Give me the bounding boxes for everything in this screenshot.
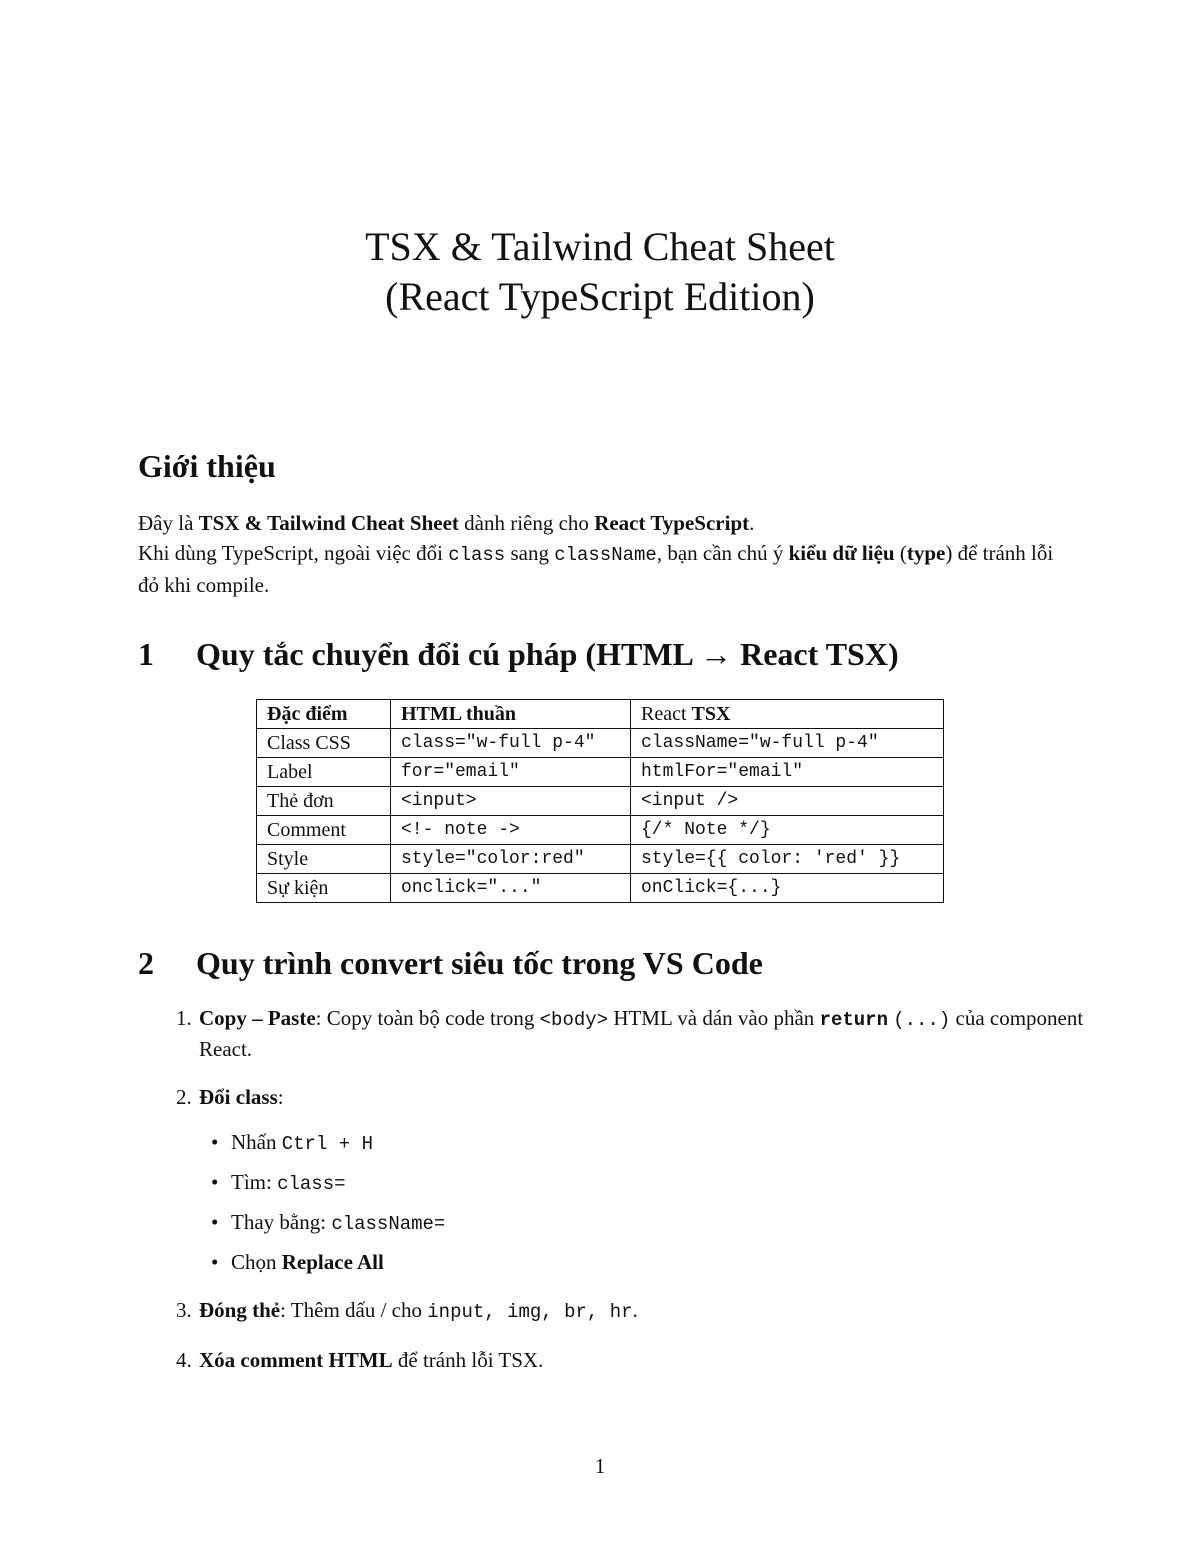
intro-heading: Giới thiệu	[138, 448, 276, 484]
header-text: TSX	[691, 702, 731, 725]
table-row	[257, 845, 944, 874]
header-text: HTML	[401, 702, 462, 725]
bold-text: React TypeScript	[594, 511, 750, 535]
header-text: React	[641, 702, 692, 725]
sub-step-item	[211, 1208, 1102, 1239]
header-react-tsx	[631, 700, 944, 729]
text: : Copy toàn bộ code trong	[315, 1006, 540, 1030]
code-text: class	[448, 544, 506, 566]
table-row	[257, 787, 944, 816]
cell-html: class="w-full p-4"	[391, 729, 631, 758]
bullet-icon: •	[211, 1250, 219, 1274]
table-row	[257, 729, 944, 758]
syntax-comparison-table	[256, 699, 944, 903]
text: để tránh lỗi TSX.	[392, 1348, 544, 1372]
code-text: class=	[277, 1173, 346, 1195]
sub-steps-list	[199, 1128, 1102, 1277]
bullet-icon: •	[211, 1130, 219, 1154]
sub-step-item	[211, 1128, 1102, 1159]
text: Thay bằng:	[231, 1210, 332, 1234]
text: ) để tránh lỗi đỏ khi compile.	[138, 541, 1054, 597]
bullet-icon: •	[211, 1210, 219, 1234]
bullet-icon: •	[211, 1170, 219, 1194]
title-line-1: TSX & Tailwind Cheat Sheet	[365, 224, 835, 269]
page-number: 1	[594, 1454, 606, 1478]
code-text: return	[819, 1009, 888, 1031]
step-label: Đổi class	[199, 1085, 278, 1109]
cell-html: onclick="..."	[391, 874, 631, 903]
title-line-2: (React TypeScript Edition)	[385, 274, 815, 319]
table-row	[257, 816, 944, 845]
intro-line-2	[138, 538, 1068, 600]
code-text: className=	[331, 1213, 446, 1235]
section-2-heading	[138, 945, 763, 982]
cell-feature: Sự kiện	[257, 874, 391, 903]
cell-tsx: style={{ color: 'red' }}	[631, 845, 944, 874]
code-text: <body>	[539, 1009, 609, 1031]
convert-steps-list	[160, 1004, 1102, 1394]
text: sang	[505, 541, 555, 565]
step-item	[197, 1083, 1102, 1277]
code-text: className	[554, 544, 657, 566]
section-title: Quy tắc chuyển đổi cú pháp (	[196, 636, 597, 672]
step-item	[197, 1004, 1102, 1064]
cell-feature: Thẻ đơn	[257, 787, 391, 816]
text: Khi dùng TypeScript, ngoài việc đổi	[138, 541, 449, 565]
arrow-icon: →	[692, 636, 741, 672]
text: , bạn cần chú ý	[656, 541, 789, 565]
step-item	[197, 1346, 1102, 1375]
bold-text: kiểu dữ liệu	[788, 541, 895, 565]
code-text: (...)	[893, 1009, 951, 1031]
text: dành riêng cho	[458, 511, 595, 535]
bold-text: TSX & Tailwind Cheat Sheet	[198, 511, 459, 535]
section-1-heading	[138, 636, 899, 673]
text: Chọn	[231, 1250, 282, 1274]
text: của component React.	[199, 1006, 1084, 1061]
header-feature: Đặc điểm	[257, 700, 391, 729]
cell-feature: Class CSS	[257, 729, 391, 758]
text: Nhấn	[231, 1130, 282, 1154]
table-header-row	[257, 700, 944, 729]
text: HTML và dán vào phần	[608, 1006, 820, 1030]
section-title: React TSX)	[740, 636, 899, 672]
table-row	[257, 758, 944, 787]
cell-tsx: className="w-full p-4"	[631, 729, 944, 758]
section-number: 1	[138, 636, 154, 672]
cell-tsx: <input />	[631, 787, 944, 816]
text: :	[277, 1085, 284, 1109]
bold-text: type	[906, 541, 946, 565]
cell-html: <!- note ->	[391, 816, 631, 845]
text: Tìm:	[231, 1170, 278, 1194]
section-title: HTML	[596, 636, 693, 672]
cell-html: <input>	[391, 787, 631, 816]
cell-feature: Comment	[257, 816, 391, 845]
sub-step-item	[211, 1248, 1102, 1277]
section-title: Quy trình convert siêu tốc trong VS Code	[196, 945, 763, 981]
cell-feature: Label	[257, 758, 391, 787]
header-html	[391, 700, 631, 729]
cell-tsx: htmlFor="email"	[631, 758, 944, 787]
step-label: Đóng thẻ	[199, 1298, 281, 1322]
intro-line-1	[138, 508, 1068, 538]
step-label: Copy – Paste	[199, 1006, 316, 1030]
cell-html: style="color:red"	[391, 845, 631, 874]
step-item	[197, 1296, 1102, 1327]
cell-feature: Style	[257, 845, 391, 874]
code-text: input, img, br, hr	[427, 1301, 633, 1323]
section-number: 2	[138, 945, 154, 981]
cell-tsx: {/* Note */}	[631, 816, 944, 845]
cell-html: for="email"	[391, 758, 631, 787]
text: : Thêm dấu / cho	[280, 1298, 428, 1322]
header-text: thuần	[461, 702, 517, 725]
keyboard-shortcut: Ctrl + H	[281, 1133, 373, 1155]
bold-text: Replace All	[281, 1250, 384, 1274]
table-row	[257, 874, 944, 903]
document-title	[0, 222, 1200, 322]
sub-step-item	[211, 1168, 1102, 1199]
text: Đây là	[138, 511, 199, 535]
intro-paragraph	[138, 508, 1068, 600]
text: (	[894, 541, 907, 565]
text: .	[632, 1298, 638, 1322]
text: .	[749, 511, 755, 535]
step-label: Xóa comment HTML	[199, 1348, 393, 1372]
cell-tsx: onClick={...}	[631, 874, 944, 903]
